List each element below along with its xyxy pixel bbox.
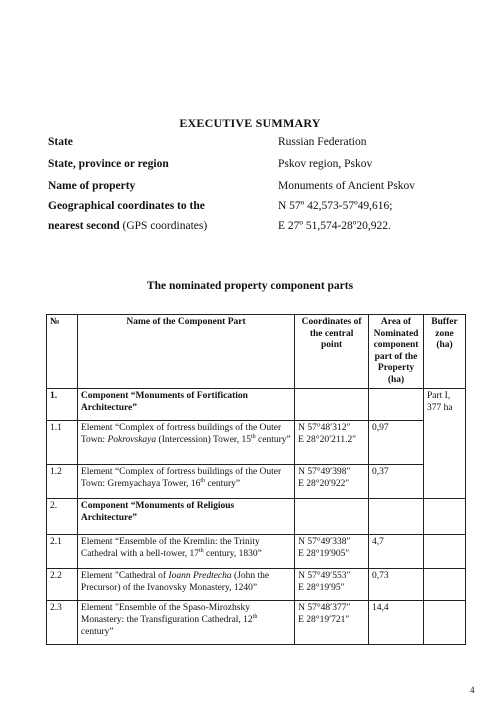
coord-east: E 28°20′211.2″	[298, 435, 357, 446]
coordinates-cell	[295, 601, 369, 645]
column-header: Coordinates of the central point	[295, 315, 369, 389]
element-name	[77, 535, 294, 569]
summary-value: N 57º 42,573-57º49,616;	[278, 200, 393, 212]
area-cell	[369, 389, 424, 421]
name-text: Element “Complex of fortress buildings of the Outer Town: Gremyachaya Tower, 16	[80, 467, 282, 490]
name-sup: th	[200, 477, 206, 484]
element-name	[77, 569, 294, 601]
summary-label	[48, 220, 207, 232]
row-number: 2.	[47, 499, 78, 535]
buffer-zone-cell	[424, 535, 466, 569]
component-name: Component “Monuments of Religious Architecture”	[77, 499, 294, 535]
area-cell: 14,4	[369, 601, 424, 645]
element-name	[77, 601, 294, 645]
element-name	[77, 421, 294, 465]
coordinates-cell	[295, 499, 369, 535]
table-row	[47, 499, 466, 535]
summary-label-suffix: (GPS coordinates)	[119, 220, 208, 232]
summary-row	[48, 180, 468, 196]
page-number: 4	[470, 685, 475, 695]
coord-east: E 28°20′922″	[298, 479, 350, 490]
name-text: Element “Ensemble of the Kremlin: the Trinity Cathedral with a bell-tower, 17	[80, 537, 260, 560]
row-number: 2.1	[47, 535, 78, 569]
summary-value: Monuments of Ancient Pskov	[278, 180, 416, 192]
element-name	[77, 465, 294, 499]
area-cell: 0,37	[369, 465, 424, 499]
name-text: century”	[80, 626, 114, 637]
table-row	[47, 389, 466, 421]
column-header: Area of Nominated component part of the Property (ha)	[369, 315, 424, 389]
coord-north: N 57°49′338″	[298, 537, 351, 548]
summary-row	[48, 200, 468, 216]
summary-label: State, province or region	[48, 158, 169, 170]
area-cell: 4,7	[369, 535, 424, 569]
column-header: №	[47, 315, 78, 389]
component-name: Component “Monuments of Fortification Architecture”	[77, 389, 294, 421]
name-italic: Pokrovskaya	[107, 435, 157, 446]
coord-north: N 57°48′312″	[298, 423, 351, 434]
name-sup: th	[252, 613, 258, 620]
summary-row	[48, 220, 468, 236]
name-text: Element "Ensemble of the Spaso-Mirozhsky Monastery: the Transfiguration Cathedral, 12	[80, 603, 253, 626]
summary-value: E 27º 51,574-28º20,922.	[278, 220, 391, 232]
table-row	[47, 569, 466, 601]
area-cell	[369, 499, 424, 535]
summary-label-bold: nearest second	[48, 220, 120, 232]
coord-north: N 57°49′553″	[298, 571, 351, 582]
name-text: Element “Complex of fortress buildings of the Outer Town:	[80, 423, 282, 446]
table-title: The nominated property component parts	[146, 280, 354, 292]
coordinates-cell	[295, 535, 369, 569]
table-row	[47, 465, 466, 499]
coord-north: N 57°48′377″	[298, 603, 351, 614]
summary-row	[48, 136, 468, 152]
name-text: century”	[205, 479, 241, 490]
table-row	[47, 601, 466, 645]
column-header: Name of the Component Part	[77, 315, 294, 389]
table-row	[47, 421, 466, 465]
name-italic: Ioann Predtecha	[168, 571, 232, 582]
row-number: 1.1	[47, 421, 78, 465]
row-number: 2.3	[47, 601, 78, 645]
summary-value: Pskov region, Pskov	[278, 158, 373, 170]
buffer-zone-cell	[424, 569, 466, 601]
component-parts-table	[46, 314, 466, 645]
area-cell: 0,97	[369, 421, 424, 465]
name-text: (John the Precursor) of the Ivanovsky Monastery, 1240”	[80, 571, 270, 594]
coordinates-cell	[295, 389, 369, 421]
summary-label: State	[48, 136, 73, 148]
name-text: Element "Cathedral of	[80, 571, 169, 582]
coordinates-cell	[295, 421, 369, 465]
name-text: century, 1830”	[203, 549, 262, 560]
coord-east: E 28°19′721″	[298, 615, 350, 626]
coordinates-cell	[295, 465, 369, 499]
coord-east: E 28°19′95″	[298, 583, 345, 594]
buffer-zone-cell: Part I, 377 ha	[424, 389, 466, 499]
row-number: 1.2	[47, 465, 78, 499]
row-number: 2.2	[47, 569, 78, 601]
buffer-zone-cell	[424, 601, 466, 645]
summary-label: Geographical coordinates to the	[48, 200, 205, 212]
area-cell: 0,73	[369, 569, 424, 601]
column-header: Buffer zone (ha)	[424, 315, 466, 389]
summary-value: Russian Federation	[278, 136, 367, 148]
summary-label: Name of property	[48, 180, 136, 192]
name-sup: th	[199, 547, 204, 554]
page-title: EXECUTIVE SUMMARY	[179, 116, 321, 130]
name-text: century”	[255, 435, 291, 446]
summary-row	[48, 158, 468, 174]
coordinates-cell	[295, 569, 369, 601]
table-header-row	[47, 315, 466, 389]
name-text: (Intercession) Tower, 15	[156, 435, 251, 446]
buffer-zone-cell	[424, 499, 466, 535]
table-row	[47, 535, 466, 569]
coord-north: N 57°49′398″	[298, 467, 351, 478]
row-number: 1.	[47, 389, 78, 421]
name-sup: th	[250, 433, 256, 440]
coord-east: E 28°19′905″	[298, 549, 350, 560]
